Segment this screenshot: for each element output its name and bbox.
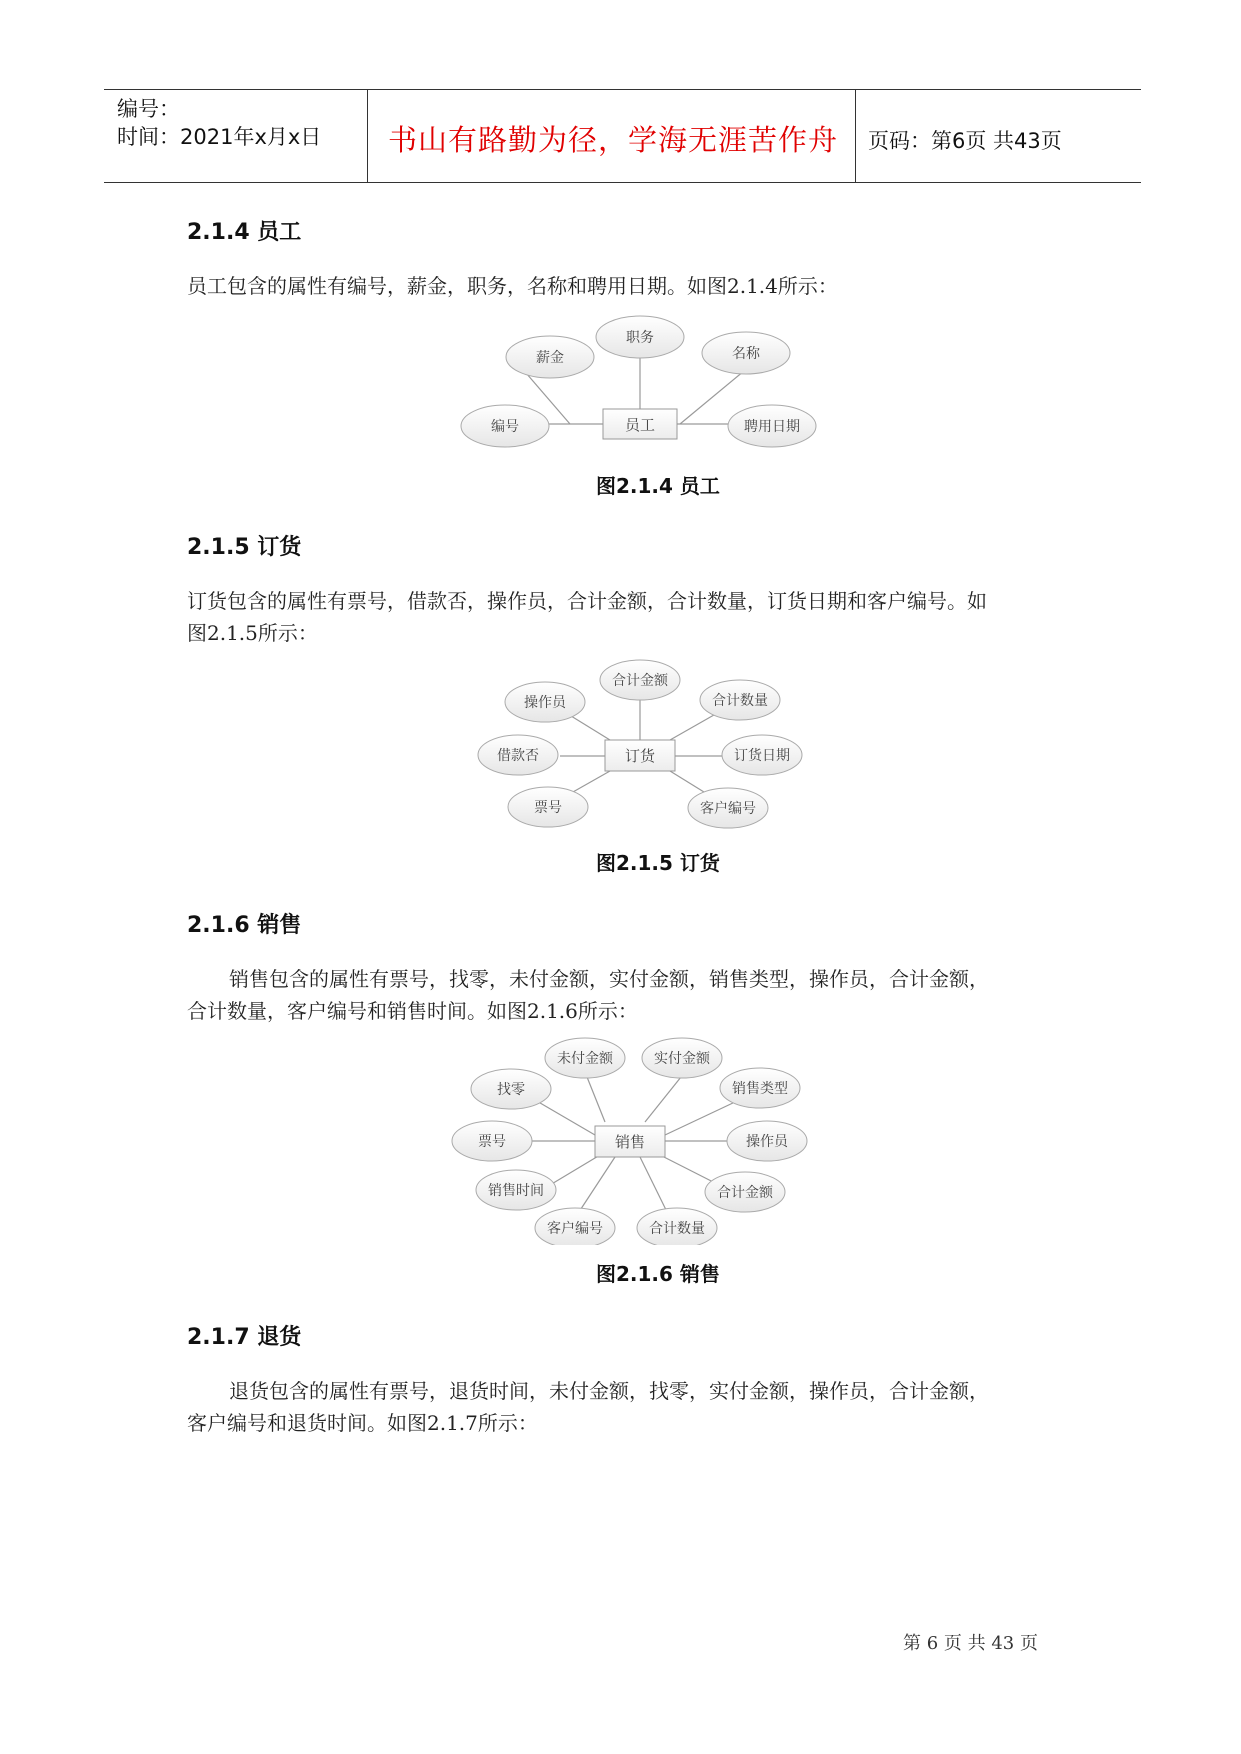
paragraph-line: 订货包含的属性有票号，借款否，操作员，合计金额，合计数量，订货日期和客户编号。如 [187, 589, 987, 613]
paragraph-line: 员工包含的属性有编号，薪金，职务，名称和聘用日期。如图2.1.4所示： [187, 274, 838, 298]
er-attribute-label: 票号 [478, 1134, 506, 1150]
er-diagram-sales [445, 1030, 825, 1245]
header-bottom-rule [104, 182, 1141, 183]
er-entity-label: 员工 [624, 416, 656, 434]
er-attribute-label: 聘用日期 [744, 419, 800, 435]
er-attribute-label: 客户编号 [547, 1221, 603, 1237]
section-heading-order: 2.1.5 订货 [187, 535, 302, 560]
er-attribute-label: 实付金额 [654, 1051, 710, 1067]
er-attribute-label: 票号 [534, 800, 562, 816]
figure-caption-sales: 图2.1.6 销售 [596, 1262, 720, 1286]
section-heading-return: 2.1.7 退货 [187, 1325, 302, 1350]
er-attribute-label: 销售时间 [488, 1183, 544, 1199]
paragraph-line: 销售包含的属性有票号，找零，未付金额，实付金额，销售类型，操作员，合计金额， [229, 967, 989, 991]
er-attribute-label: 合计数量 [649, 1221, 705, 1237]
paragraph-line: 客户编号和退货时间。如图2.1.7所示： [187, 1411, 538, 1435]
er-attribute-label: 未付金额 [557, 1051, 613, 1067]
figure-caption-order: 图2.1.5 订货 [596, 851, 720, 875]
er-attribute-label: 找零 [497, 1082, 525, 1098]
header-divider-left [367, 89, 368, 182]
er-attribute-label: 借款否 [497, 748, 539, 764]
er-attribute-label: 薪金 [536, 350, 564, 366]
er-diagram-employee [450, 310, 840, 460]
figure-caption-employee: 图2.1.4 员工 [596, 474, 720, 498]
er-attribute-label: 客户编号 [700, 801, 756, 817]
section-heading-sales: 2.1.6 销售 [187, 913, 302, 938]
header-page-code: 页码：第6页 共43页 [868, 129, 1062, 153]
header-top-rule [104, 89, 1141, 90]
er-attribute-label: 操作员 [746, 1134, 788, 1150]
header-divider-right [855, 89, 856, 182]
er-entity-label: 订货 [624, 747, 656, 765]
section-paragraph-order [187, 585, 1067, 649]
er-attribute-label: 合计金额 [612, 673, 668, 689]
er-attribute-label: 合计金额 [717, 1185, 773, 1201]
paragraph-line: 图2.1.5所示： [187, 621, 318, 645]
section-paragraph-sales [187, 963, 1067, 1027]
header-number-label: 编号： [117, 97, 180, 121]
er-attribute-label: 编号 [491, 419, 519, 435]
er-attribute-label: 名称 [732, 346, 760, 362]
er-attribute-label: 订货日期 [734, 748, 790, 764]
page-footer: 第 6 页 共 43 页 [903, 1633, 1038, 1654]
er-diagram-order [470, 655, 820, 835]
er-attribute-label: 操作员 [524, 695, 566, 711]
er-attribute-label: 合计数量 [712, 693, 768, 709]
er-attribute-label: 销售类型 [732, 1081, 788, 1097]
header-time-label: 时间：2021年x月x日 [117, 125, 322, 149]
paragraph-line: 合计数量，客户编号和销售时间。如图2.1.6所示： [187, 999, 638, 1023]
er-entity-label: 销售 [614, 1133, 646, 1151]
header-motto: 书山有路勤为径，学海无涯苦作舟 [388, 123, 839, 157]
section-paragraph-return [187, 1375, 1067, 1439]
paragraph-line: 退货包含的属性有票号，退货时间，未付金额，找零，实付金额，操作员，合计金额， [229, 1379, 989, 1403]
section-heading-employee: 2.1.4 员工 [187, 220, 302, 245]
er-attribute-label: 职务 [626, 330, 654, 346]
section-paragraph-employee [187, 270, 1067, 302]
